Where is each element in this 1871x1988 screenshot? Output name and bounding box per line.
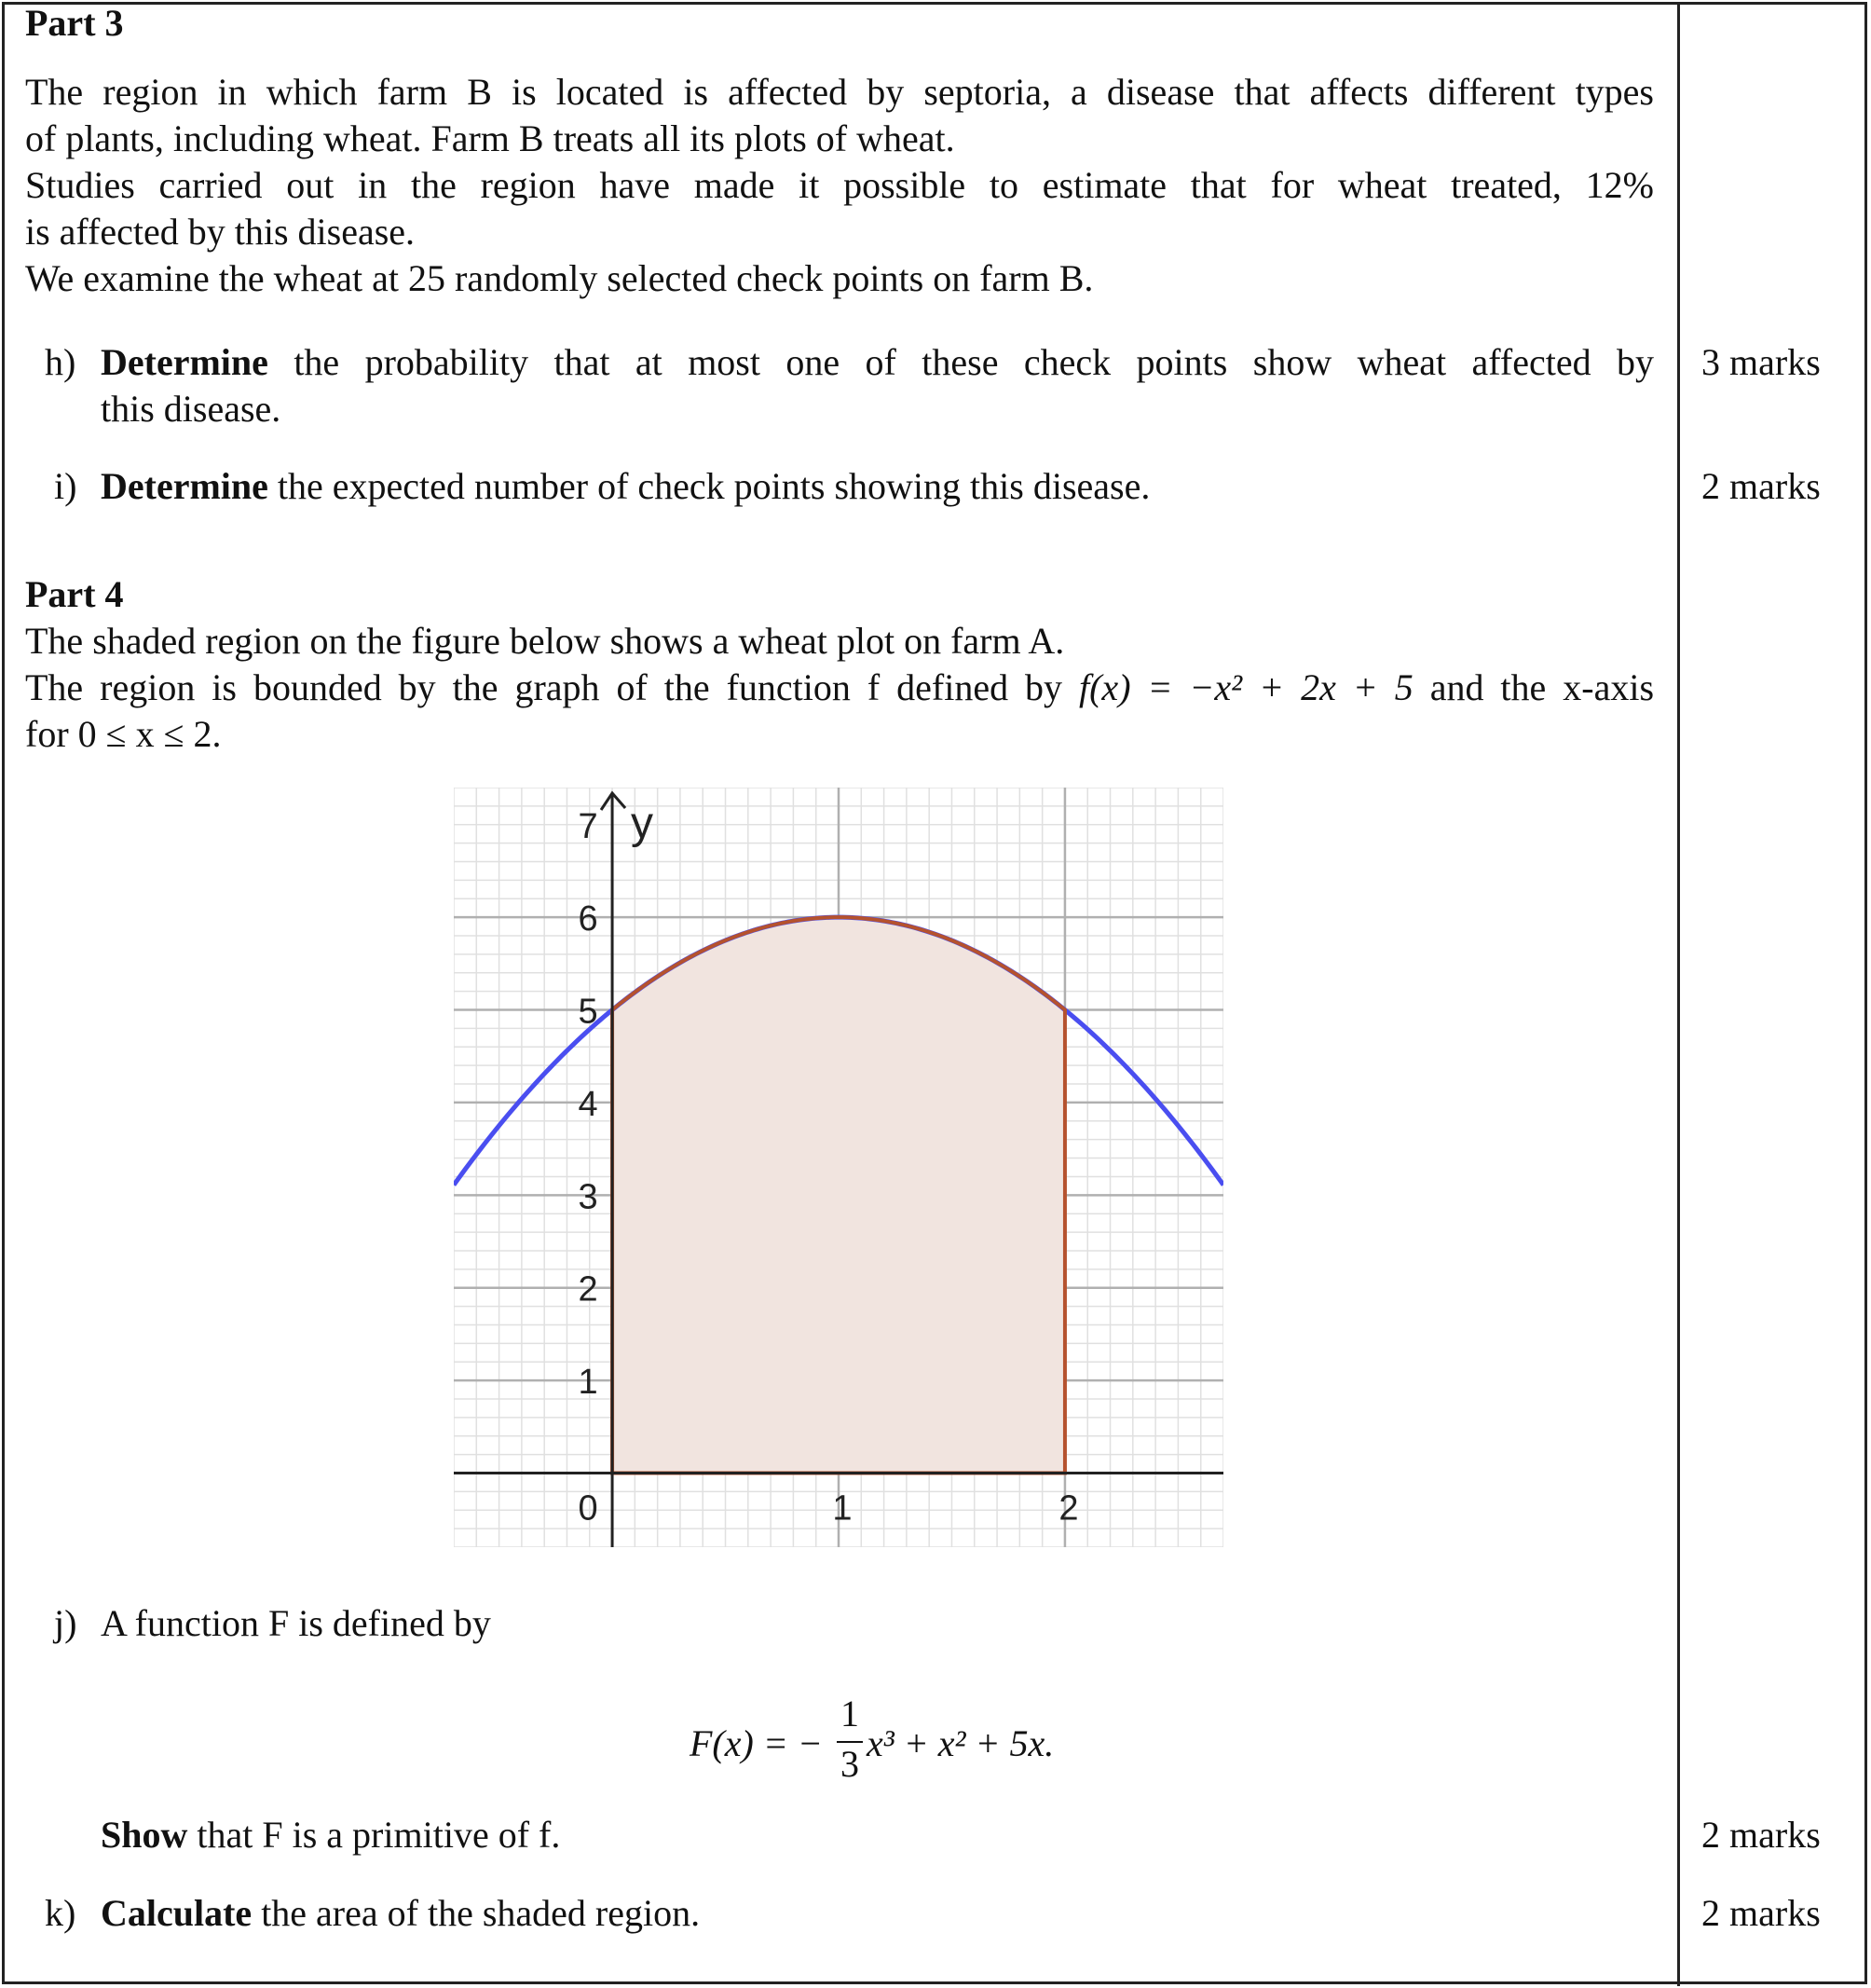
part3-line-1: The region in which farm B is located is affected by septoria, a disease that affects different types: [25, 71, 1654, 113]
formula-F-left: F(x) = −: [690, 1722, 823, 1764]
part4-line-1: The shaded region on the figure below shows a wheat plot on farm A.: [25, 620, 1065, 662]
question-k-marks: 2 marks: [1701, 1892, 1821, 1934]
question-k-text: [101, 1890, 700, 1937]
part4-line-2-text: The region is bounded by the graph of the function f defined by: [25, 666, 1079, 708]
question-k-rest: the area of the shaded region.: [252, 1892, 701, 1934]
question-k-verb: Calculate: [101, 1892, 253, 1934]
y-tick-label: 2: [578, 1269, 598, 1309]
y-tick-label: 5: [578, 992, 598, 1032]
part4-line-2-end: and the x-axis: [1413, 666, 1655, 708]
part4-line-3: for 0 ≤ x ≤ 2.: [25, 713, 222, 755]
x-tick-label: 2: [1058, 1488, 1079, 1529]
part3-line-4: is affected by this disease.: [25, 211, 416, 253]
formula-F-right: x³ + x² + 5x.: [867, 1722, 1055, 1764]
y-tick-label: 1: [578, 1363, 598, 1403]
marks-column-divider: [1677, 2, 1680, 1986]
question-j-label: j): [54, 1602, 77, 1644]
y-tick-label: 3: [578, 1177, 598, 1217]
question-j-marks: 2 marks: [1701, 1814, 1821, 1856]
part3-line-2: of plants, including wheat. Farm B treats all its plots of wheat.: [25, 117, 955, 159]
question-i-text: [101, 463, 1150, 510]
function-graph: [454, 788, 1223, 1547]
question-h-label: h): [45, 341, 76, 383]
formula-fraction-denominator: 3: [840, 1743, 859, 1785]
question-h-marks: 3 marks: [1701, 341, 1821, 383]
question-h-line-1: [101, 339, 1654, 386]
shaded-region: [612, 917, 1065, 1473]
question-i-verb: Determine: [101, 465, 268, 507]
part3-line-5: We examine the wheat at 25 randomly selected check points on farm B.: [25, 257, 1094, 299]
question-k-label: k): [45, 1892, 76, 1934]
question-j-intro: A function F is defined by: [101, 1602, 491, 1644]
question-i-rest: the expected number of check points showing this disease.: [267, 465, 1151, 507]
x-tick-label: 0: [578, 1488, 598, 1529]
question-h-line-2: this disease.: [101, 388, 281, 430]
question-h-text: the probability that at most one of these check points show wheat affected by: [267, 341, 1654, 383]
question-i-marks: 2 marks: [1701, 465, 1821, 507]
y-tick-label: 4: [578, 1084, 598, 1124]
formula-fraction-numerator: 1: [840, 1693, 859, 1734]
part4-line-2: [25, 665, 1654, 711]
question-j-verb: Show: [101, 1814, 188, 1856]
question-i-label: i): [54, 465, 77, 507]
question-h-verb: Determine: [101, 341, 268, 383]
function-f-formula: f(x) = −x² + 2x + 5: [1079, 666, 1413, 708]
part3-heading: Part 3: [25, 2, 124, 44]
y-tick-labels: [578, 807, 597, 1402]
part4-heading: Part 4: [25, 573, 124, 615]
y-tick-label: 7: [578, 806, 598, 846]
x-tick-labels: [578, 1488, 1078, 1528]
part3-line-3: Studies carried out in the region have made it possible to estimate that for wheat treated, 12%: [25, 164, 1654, 206]
question-j-show: [101, 1812, 560, 1858]
y-tick-label: 6: [578, 899, 598, 939]
x-tick-label: 1: [832, 1488, 853, 1529]
question-j-rest: that F is a primitive of f.: [187, 1814, 561, 1856]
y-axis-label: y: [631, 799, 654, 848]
